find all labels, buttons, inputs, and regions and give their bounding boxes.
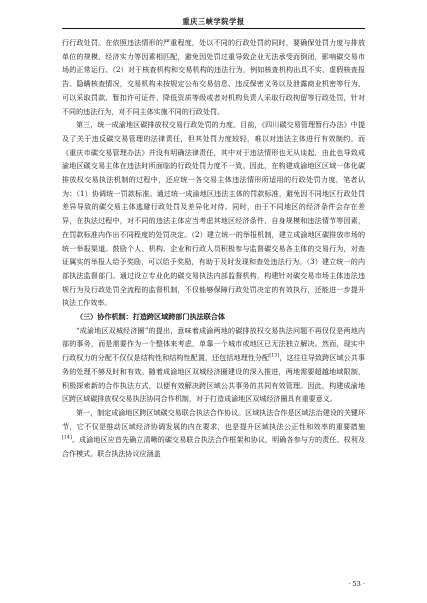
paragraph-joint-agreement-b: 。成渝地区应首先确立清晰的碳交易联合执法合作框架和协议，明确各参与方的责任、权利及合作模式。联合执法协议应涵盖 [62, 435, 365, 459]
page-number: · 53 · [348, 580, 365, 588]
header-rule [62, 28, 365, 29]
paragraph-penalty-unification: 第三，统一成渝地区碳排放权交易行政处罚的力度。目前，《四川碳交易管理暂行办法》中提及了关于违反碳交易管理的法律责任，但其处罚力度较轻，难以对违法主体进行有效制约。而《重庆市碳交易管理办法》并没有明确法律责任，其中对于违法情形也无从谈起，由此也导致成渝地区碳交易主体在违法时所面临的行政处罚力度不一致。因此，在构建成渝地区区域一体化碳排放权交易执法机制的过程中，还应统一各交易主体违法情形所适用的行政处罚力度，笔者认为：（1）协调统一罚款标准。通过统一成渝地区违法主体的罚款标准，避免因不同地区行政处罚差异导致的碳交易主体逃避行政处罚及差异化对待。同时，由于不同地区的经济条件会存在差异，在执法过程中，对不同的违法主体应当考虑其地区经济条件、自身规模和违法情节等因素，在罚款标准内作出不同程度的处罚决定。（2）建立统一的举报机制，建立成渝地区碳排放市场的统一举报渠道。鼓励个人、机构、企业和行政人员积极参与监督碳交易各主体的交易行为，对查证属实的举报人给予奖励，可以给予奖励，有助于及时发现和查处违法行为。（3）建立统一的内部执法监督部门。通过设立专业化的碳交易执法内部监督机构，构建针对碳交易市场主体违法违规行为及行政处罚全流程的监督机制，不仅能够保障行政处罚决定的有效执行，还能进一步提升执法工作效率。 [62, 120, 365, 308]
paragraph-dual-city [62, 324, 365, 406]
paragraph-joint-agreement-a: 第一，制定成渝地区跨区域碳交易联合执法合作协议。区域执法合作是区域法治建设的关键环节，它不仅是推动区域经济协调发展的内在要求，也是提升区域执法公正性和效率的重要措施 [62, 407, 365, 431]
paragraph-continued: 行行政处罚。在依照违法情形的严重程度，处以不同的行政处罚的同时，要确保处罚力度与排放单位的规模、经济实力等因素相匹配，避免因处罚过重导致企业无法承受而倒闭，影响碳交易市场的正常运行。（2）对于核查机构和交易机构的违法行为，例如核查机构出具不实、虚假核查报告、隐瞒核查情况，交易机构未按规定公布交易信息、违反保密义务以及泄露商业机密等行为，可以采取罚款、暂扣许可证件、降低资质等级或者对机构负责人采取行政拘留等行政处罚，针对不同的违法行为，对不同主体实施不同的行政处罚。 [62, 38, 365, 116]
paragraph-joint-agreement [62, 406, 365, 461]
running-header: 重庆三峡学院学报 [182, 17, 245, 26]
citation-13: [13] [269, 353, 280, 359]
citation-14: [14] [62, 436, 72, 442]
body-text [62, 36, 365, 461]
paragraph-dual-city-a: “成渝地区双城经济圈”的提出，意味着成渝两地的碳排放权交易执法问题不再仅仅是两地内部的事务，而是需要作为一个整体来考虑，单靠一个城市或地区已无法独立解决。然而，现实中行政权力的分配不仅仅是结构性和结构性配置，还包括地理性分配 [62, 325, 365, 363]
paragraph-dual-city-b: ，这往往导致跨区域公共事务的处理不够及时和有效。随着成渝地区双城经济圈建设的深入推进，两地需要超越地域限制，积极探索新的合作执法方式，以便有效解决跨区域公共事务的共同有效管理。因此，构建成渝地区跨区域碳排放权交易执法协同合作机制，对于打造成渝地区双城经济圈具有重要意义。 [62, 353, 365, 404]
section-heading: （三）协作机制：打造跨区域跨部门执法联合体 [76, 312, 225, 322]
